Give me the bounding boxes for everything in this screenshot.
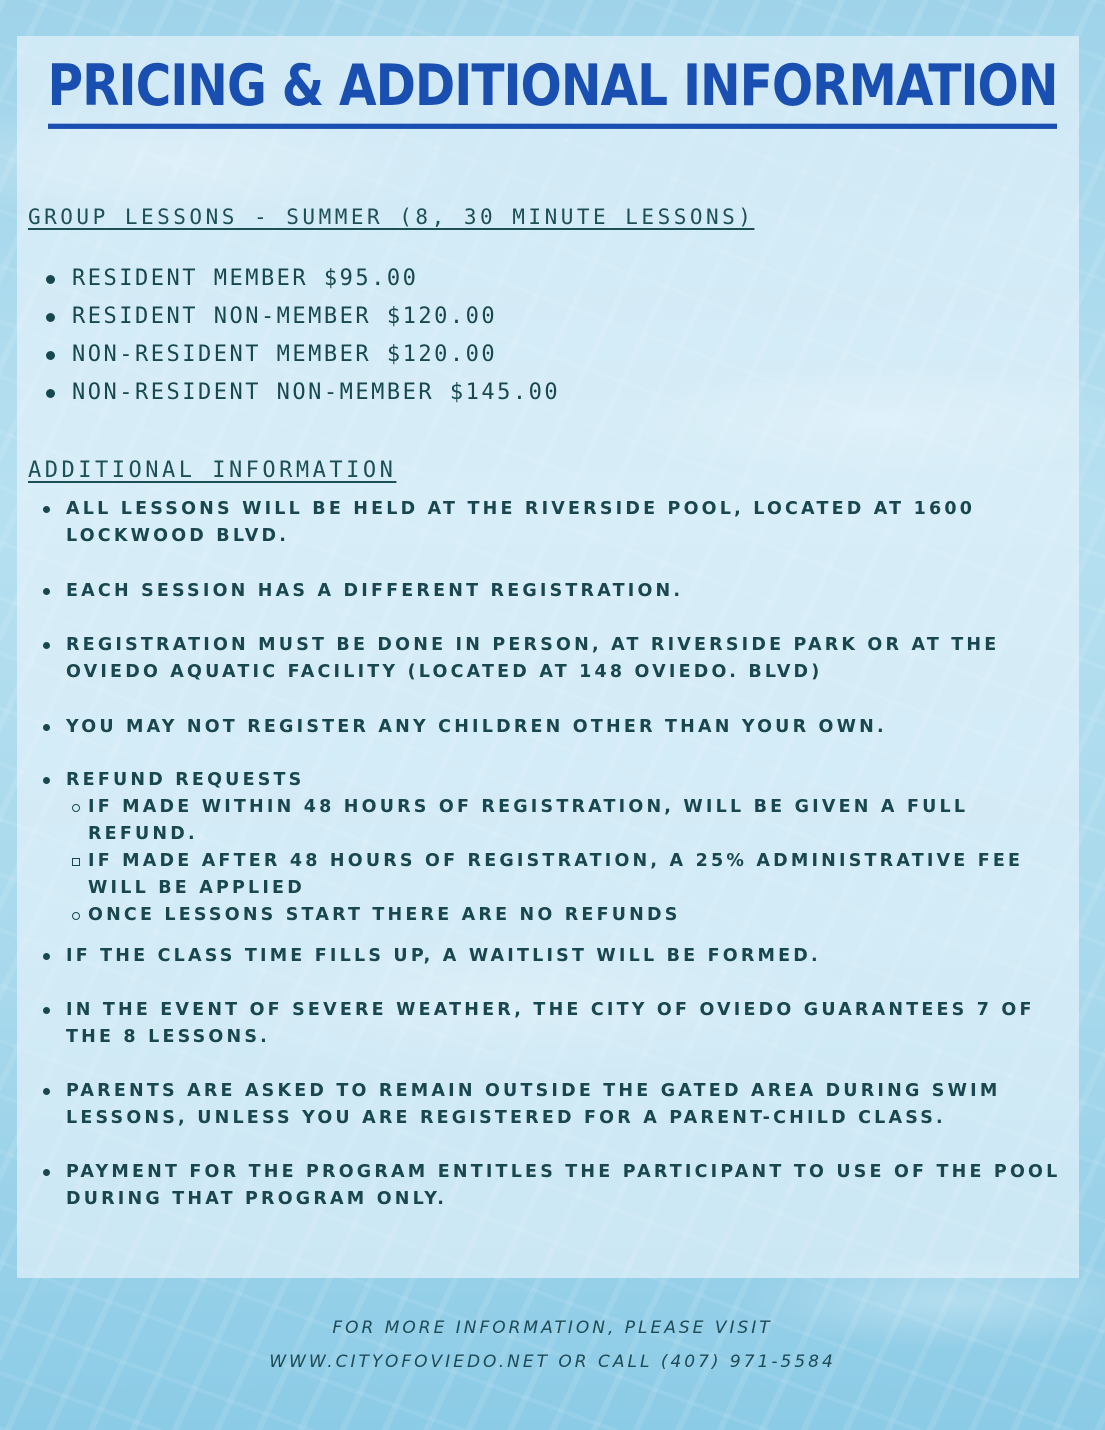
bullet-icon (43, 724, 50, 731)
bullet-icon (43, 1169, 50, 1176)
price-item: NON-RESIDENT NON-MEMBER $145.00 (46, 376, 560, 414)
additional-info-list (40, 496, 1070, 1213)
bullet-icon (43, 1007, 50, 1014)
subitem-text: IF MADE WITHIN 48 HOURS OF REGISTRATION, WILL BE GIVEN A FULL REFUND. (88, 797, 969, 844)
bullet-icon (43, 953, 50, 960)
group-lessons-heading: GROUP LESSONS - SUMMER (8, 30 MINUTE LESSONS) (28, 205, 755, 229)
bullet-icon (43, 1088, 50, 1095)
info-item (40, 714, 1070, 741)
bullet-icon (43, 588, 50, 595)
info-item-text: ALL LESSONS WILL BE HELD AT THE RIVERSIDE POOL, LOCATED AT 1600 LOCKWOOD BLVD. (66, 499, 976, 546)
additional-info-heading: ADDITIONAL INFORMATION (28, 458, 397, 483)
info-item-text: REFUND REQUESTS (66, 770, 305, 790)
info-item (40, 943, 1070, 970)
info-item (40, 632, 1070, 686)
bullet-icon (43, 777, 50, 784)
info-item-text: EACH SESSION HAS A DIFFERENT REGISTRATION. (66, 581, 684, 601)
circle-bullet-icon (72, 804, 80, 812)
info-item (40, 1078, 1070, 1132)
info-item (40, 1159, 1070, 1213)
subitem-text: ONCE LESSONS START THERE ARE NO REFUNDS (88, 905, 681, 925)
bullet-icon (43, 506, 50, 513)
subitem-text: IF MADE AFTER 48 HOURS OF REGISTRATION, A 25% ADMINISTRATIVE FEE WILL BE APPLIED (88, 851, 1024, 898)
info-item-refund (40, 767, 1070, 794)
price-item: RESIDENT NON-MEMBER $120.00 (46, 300, 560, 338)
circle-bullet-icon (72, 912, 80, 920)
info-item-text: IN THE EVENT OF SEVERE WEATHER, THE CITY OF OVIEDO GUARANTEES 7 OF THE 8 LESSONS. (66, 1000, 1035, 1047)
info-item (40, 496, 1070, 550)
info-item-text: PAYMENT FOR THE PROGRAM ENTITLES THE PARTICIPANT TO USE OF THE POOL DURING THAT PROGRAM ONLY. (66, 1162, 1061, 1209)
info-item-text: PARENTS ARE ASKED TO REMAIN OUTSIDE THE GATED AREA DURING SWIM LESSONS, UNLESS YOU ARE REGISTERED FOR A PARENT-CHILD CLASS. (66, 1081, 1001, 1128)
page-title-text: PRICING & ADDITIONAL INFORMATION (48, 48, 1058, 129)
info-item-text: REGISTRATION MUST BE DONE IN PERSON, AT RIVERSIDE PARK OR AT THE OVIEDO AQUATIC FACILITY (LOCATED AT 148 OVIEDO. BLVD) (66, 635, 1000, 682)
price-list (46, 262, 560, 414)
info-item-text: IF THE CLASS TIME FILLS UP, A WAITLIST WILL BE FORMED. (66, 946, 821, 966)
refund-subitem (54, 794, 1070, 848)
info-item (40, 997, 1070, 1051)
page-title (0, 50, 1105, 127)
footer-contact: WWW.CITYOFOVIEDO.NET OR CALL (407) 971-5584 (269, 1352, 836, 1372)
info-item (40, 578, 1070, 605)
price-item: RESIDENT MEMBER $95.00 (46, 262, 560, 300)
info-item-text: YOU MAY NOT REGISTER ANY CHILDREN OTHER THAN YOUR OWN. (66, 717, 887, 737)
square-bullet-icon (72, 858, 80, 866)
refund-subitem (54, 848, 1070, 902)
bullet-icon (43, 642, 50, 649)
price-item: NON-RESIDENT MEMBER $120.00 (46, 338, 560, 376)
footer-line-1: FOR MORE INFORMATION, PLEASE VISIT (332, 1318, 773, 1338)
refund-subitem (54, 902, 1070, 929)
